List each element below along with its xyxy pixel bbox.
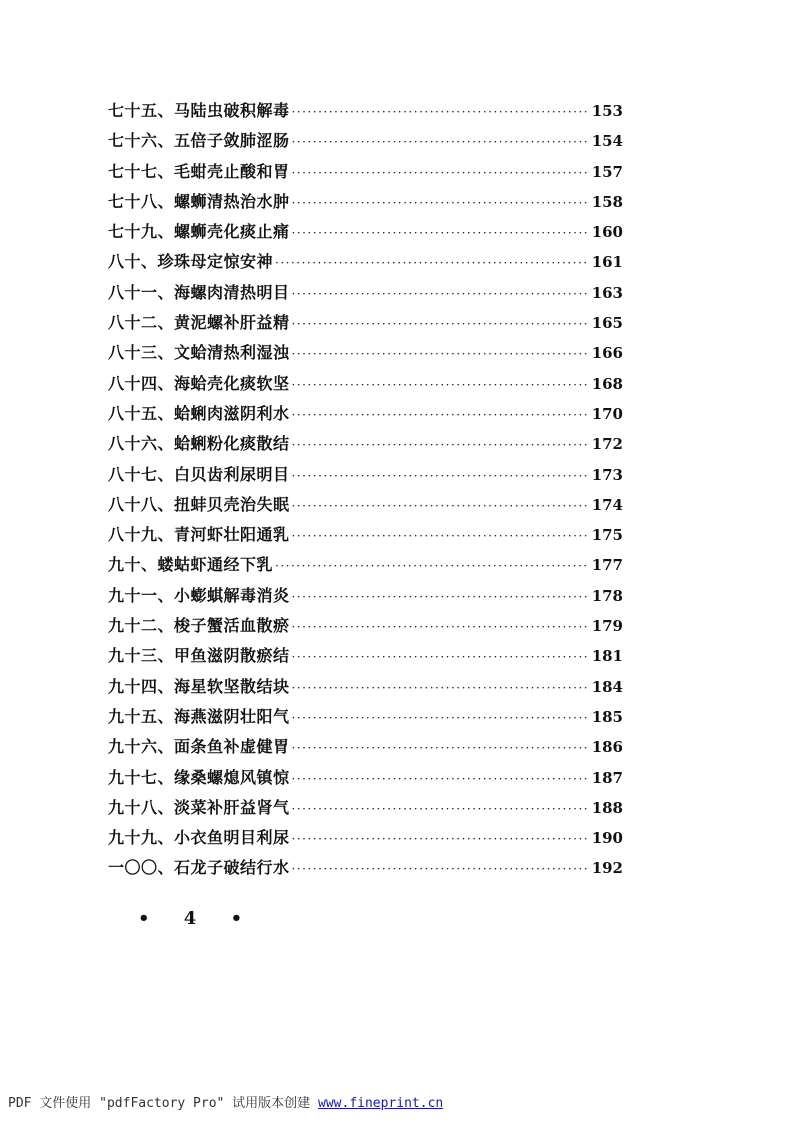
toc-leader-dots [292,711,587,725]
toc-leader-dots [292,681,587,695]
table-of-contents [108,98,623,886]
toc-entry-page: 179 [591,617,623,636]
toc-entry-title: 七十五、马陆虫破积解毒 [108,101,290,120]
toc-leader-dots [292,529,587,543]
toc-entry-page: 192 [591,859,623,878]
toc-entry[interactable] [108,613,623,643]
toc-leader-dots [292,317,587,331]
toc-leader-dots [292,832,587,846]
toc-entry-page: 173 [591,465,623,484]
toc-leader-dots [292,469,587,483]
pdf-footer [8,1092,443,1111]
toc-entry[interactable] [108,310,623,340]
toc-entry-title: 九十七、缘桑螺熄风镇惊 [108,767,290,787]
toc-leader-dots [292,287,587,301]
toc-entry[interactable] [108,159,623,189]
toc-entry-page: 185 [591,707,623,726]
toc-entry-page: 186 [591,738,623,757]
toc-entry-title: 九十、蝼蛄虾通经下乳 [108,555,274,575]
toc-leader-dots [292,196,587,210]
toc-entry-page: 163 [591,283,623,302]
footer-link[interactable]: www.fineprint.cn [318,1096,444,1111]
toc-entry[interactable] [108,98,623,128]
toc-entry[interactable] [108,734,623,764]
toc-entry-title: 八十八、扭蚌贝壳治失眠 [108,494,290,514]
toc-entry-page: 161 [591,253,623,272]
toc-leader-dots [292,650,587,664]
toc-leader-dots [275,256,587,270]
toc-entry[interactable] [108,249,623,279]
toc-entry-page: 165 [591,314,623,333]
toc-leader-dots [292,408,587,422]
toc-leader-dots [292,226,587,240]
toc-leader-dots [292,590,587,604]
toc-entry[interactable] [108,704,623,734]
toc-entry[interactable] [108,522,623,552]
toc-leader-dots [292,378,587,392]
footer-text: PDF 文件使用 "pdfFactory Pro" 试用版本创建 [8,1096,319,1111]
toc-entry-page: 170 [591,404,623,423]
toc-entry-page: 160 [591,223,623,242]
toc-entry[interactable] [108,492,623,522]
toc-entry-title: 七十八、螺蛳清热治水肿 [108,191,290,211]
toc-entry[interactable] [108,674,623,704]
toc-entry-page: 158 [591,192,623,211]
toc-leader-dots [292,862,587,876]
toc-entry-title: 九十三、甲鱼滋阴散瘀结 [108,646,290,666]
toc-entry[interactable] [108,401,623,431]
toc-entry[interactable] [108,552,623,582]
toc-entry-title: 八十四、海蛤壳化痰软坚 [108,373,290,393]
toc-entry-title: 八十九、青河虾壮阳通乳 [108,525,290,545]
toc-entry-title: 九十九、小衣鱼明目利尿 [108,828,290,848]
toc-entry-title: 九十二、梭子蟹活血散瘀 [108,616,290,636]
toc-leader-dots [292,105,587,119]
toc-leader-dots [292,741,587,755]
toc-leader-dots [292,499,587,513]
toc-entry-title: 八十三、文蛤清热利湿浊 [108,343,290,363]
toc-entry-page: 172 [591,435,623,454]
toc-entry-title: 八十一、海螺肉清热明目 [108,282,290,302]
toc-entry[interactable] [108,765,623,795]
toc-entry[interactable] [108,855,623,885]
toc-entry-page: 178 [591,586,623,605]
toc-entries-list [108,98,623,886]
toc-entry-title: 九十八、淡菜补肝益肾气 [108,797,290,817]
toc-entry-title: 九十五、海燕滋阴壮阳气 [108,706,290,726]
toc-entry-title: 八十二、黄泥螺补肝益精 [108,313,290,333]
toc-entry[interactable] [108,795,623,825]
toc-entry-title: 九十六、面条鱼补虚健胃 [108,737,290,757]
toc-entry-page: 187 [591,768,623,787]
toc-entry-page: 166 [591,344,623,363]
toc-entry[interactable] [108,371,623,401]
toc-entry[interactable] [108,189,623,219]
toc-entry[interactable] [108,280,623,310]
toc-entry-page: 181 [591,647,623,666]
toc-entry-page: 175 [591,526,623,545]
toc-entry-title: 七十六、五倍子敛肺涩肠 [108,131,290,151]
toc-entry-title: 八十七、白贝齿利尿明目 [108,464,290,484]
toc-entry[interactable] [108,825,623,855]
page-number: • 4 • [138,908,257,929]
toc-entry-title: 八十六、蛤蜊粉化痰散结 [108,434,290,454]
toc-leader-dots [292,772,587,786]
toc-entry-page: 177 [591,556,623,575]
toc-entry-title: 九十四、海星软坚散结块 [108,676,290,696]
toc-entry-page: 168 [591,374,623,393]
toc-leader-dots [292,347,587,361]
toc-entry-title: 九十一、小蟛蜞解毒消炎 [108,585,290,605]
toc-entry[interactable] [108,462,623,492]
toc-leader-dots [292,166,587,180]
toc-entry-title: 七十九、螺蛳壳化痰止痛 [108,222,290,242]
toc-leader-dots [275,559,587,573]
toc-leader-dots [292,135,587,149]
toc-entry[interactable] [108,340,623,370]
toc-entry[interactable] [108,128,623,158]
toc-leader-dots [292,620,587,634]
toc-entry-page: 188 [591,798,623,817]
toc-entry-page: 174 [591,495,623,514]
toc-entry[interactable] [108,431,623,461]
toc-entry-page: 190 [591,829,623,848]
toc-leader-dots [292,802,587,816]
toc-leader-dots [292,438,587,452]
toc-entry[interactable] [108,583,623,613]
toc-entry-title: 七十七、毛蚶壳止酸和胃 [108,161,290,181]
toc-entry-title: 八十、珍珠母定惊安神 [108,252,274,272]
toc-entry-title: 八十五、蛤蜊肉滋阴利水 [108,403,290,423]
toc-entry-page: 153 [591,102,623,120]
toc-entry-page: 154 [591,132,623,151]
toc-entry[interactable] [108,219,623,249]
toc-entry-page: 184 [591,677,623,696]
toc-entry-page: 157 [591,162,623,181]
toc-entry-title: 一〇〇、石龙子破结行水 [108,858,290,878]
toc-entry[interactable] [108,643,623,673]
